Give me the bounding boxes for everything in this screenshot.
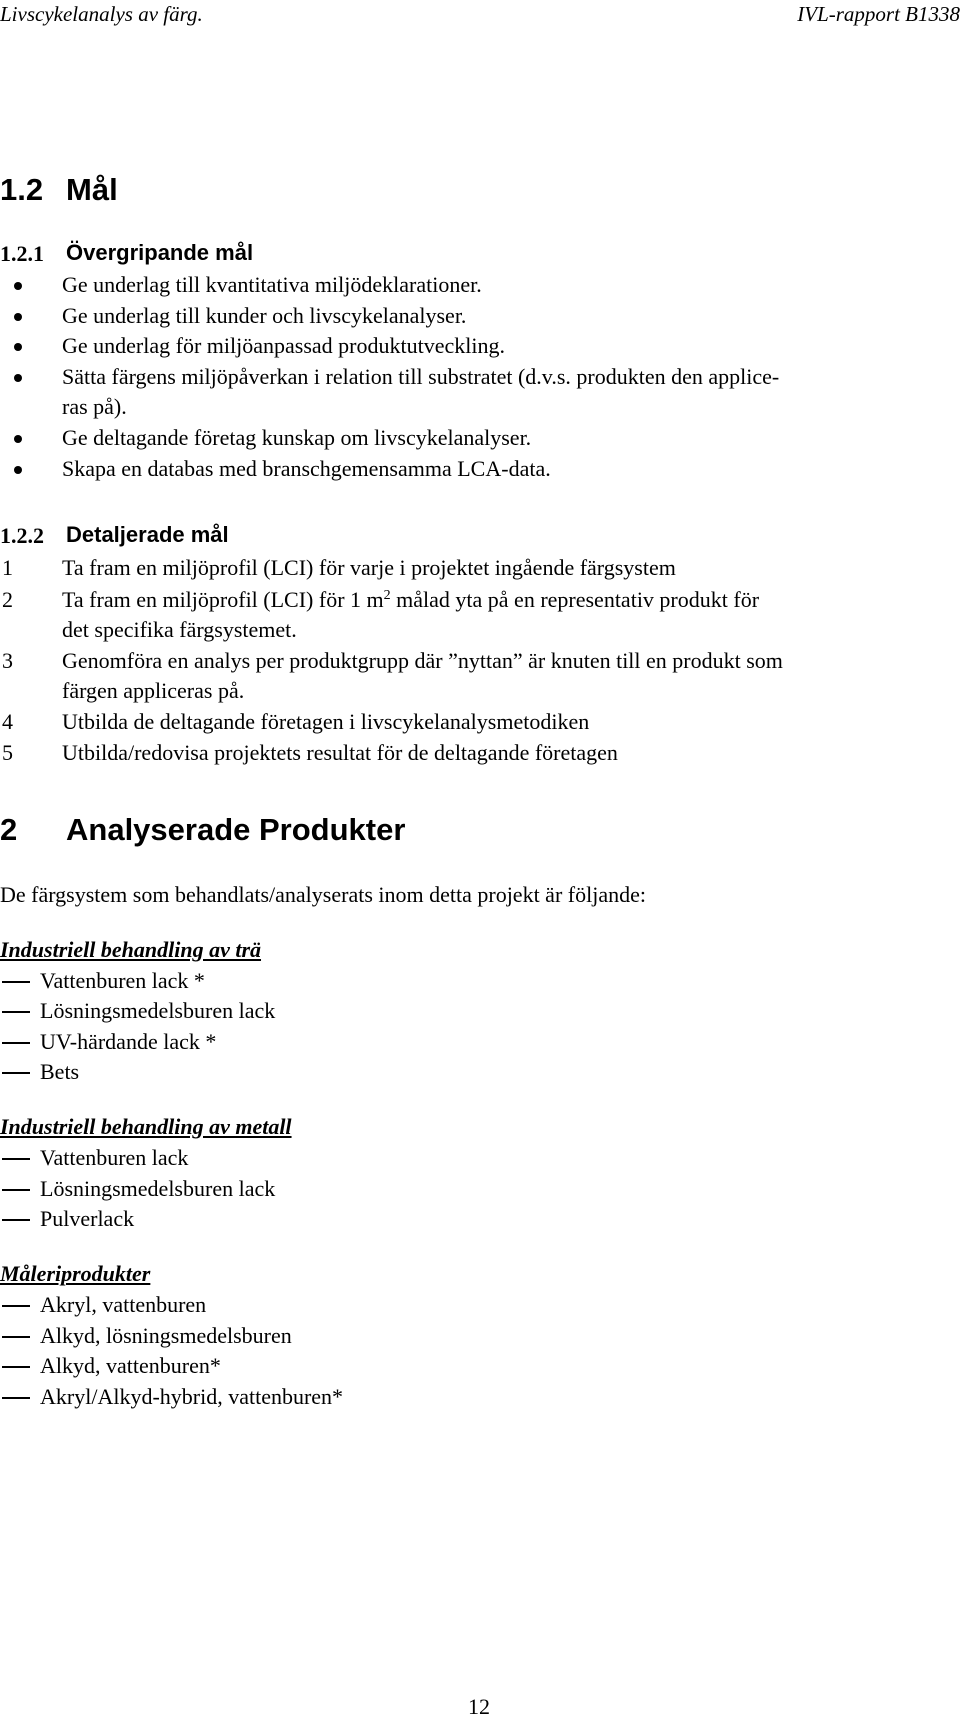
goal-item: Ge underlag till kunder och livscykelanalyser. [62,303,467,328]
goal-item: Ge underlag för miljöanpassad produktutveckling. [62,333,505,358]
section-number-1-2-2: 1.2.2 [0,523,44,548]
goal-item: Sätta färgens miljöpåverkan i relation till substratet (d.v.s. produkten den applice- [62,364,780,389]
dash-icon [2,1189,30,1191]
group-item: Alkyd, lösningsmedelsburen [40,1323,292,1348]
header-left: Livscykelanalys av färg. [0,2,203,26]
group-item: Vattenburen lack * [40,968,205,993]
bullet-icon [14,374,22,382]
page-number: 12 [468,1694,490,1719]
goal-item-continued: ras på). [62,394,127,419]
group-item: Pulverlack [40,1206,135,1231]
detailed-goal: Ta fram en miljöprofil (LCI) för varje i projektet ingående färgsystem [62,555,676,580]
group-item: Lösningsmedelsburen lack [40,998,276,1023]
group-item: Vattenburen lack [40,1145,189,1170]
dash-icon [2,1072,30,1074]
list-number: 2 [2,587,13,612]
list-number: 1 [2,555,13,580]
intro-text: De färgsystem som behandlats/analyserats inom detta projekt är följande: [0,882,646,907]
dash-icon [2,1219,30,1221]
detailed-goal: Utbilda de deltagande företagen i livscykelanalysmetodiken [62,709,590,734]
detailed-goal: Utbilda/redovisa projektets resultat för de deltagande företagen [62,740,618,765]
group-title-wood: Industriell behandling av trä [0,937,262,962]
group-title-painting: Måleriprodukter [0,1261,151,1286]
bullet-icon [14,313,22,321]
bullet-icon [14,343,22,351]
detailed-goal-continued: färgen appliceras på. [62,678,245,703]
dash-icon [2,1366,30,1368]
detailed-goal-continued: det specifika färgsystemet. [62,617,297,642]
section-title-1-2-2: Detaljerade mål [66,522,229,547]
section-title-1-2: Mål [66,172,118,207]
goal-item: Ge deltagande företag kunskap om livscykelanalyser. [62,425,532,450]
section-number-2: 2 [0,812,18,847]
dash-icon [2,1397,30,1399]
section-title-1-2-1: Övergripande mål [66,240,254,265]
goal-item: Ge underlag till kvantitativa miljödeklarationer. [62,272,482,297]
group-item: UV-härdande lack * [40,1029,217,1054]
group-item: Akryl, vattenburen [40,1292,207,1317]
group-item: Lösningsmedelsburen lack [40,1176,276,1201]
group-title-metal: Industriell behandling av metall [0,1114,292,1139]
bullet-icon [14,435,22,443]
dash-icon [2,1336,30,1338]
section-title-2: Analyserade Produkter [66,812,406,847]
bullet-icon [14,282,22,290]
header-right: IVL-rapport B1338 [797,2,960,26]
group-item: Akryl/Alkyd-hybrid, vattenburen* [40,1384,344,1409]
dash-icon [2,1011,30,1013]
detailed-goal: Genomföra en analys per produktgrupp där ”nyttan” är knuten till en produkt som [62,648,783,673]
group-item: Alkyd, vattenburen* [40,1353,221,1378]
section-number-1-2: 1.2 [0,172,44,207]
dash-icon [2,981,30,983]
dash-icon [2,1305,30,1307]
list-number: 5 [2,740,13,765]
group-item: Bets [40,1059,80,1084]
bullet-icon [14,466,22,474]
dash-icon [2,1042,30,1044]
detailed-goal: Ta fram en miljöprofil (LCI) för 1 $m^2$ målad yta på en representativ produkt för [62,587,760,612]
list-number: 4 [2,709,13,734]
goal-item: Skapa en databas med branschgemensamma LCA-data. [62,456,551,481]
dash-icon [2,1158,30,1160]
list-number: 3 [2,648,13,673]
section-number-1-2-1: 1.2.1 [0,241,44,266]
